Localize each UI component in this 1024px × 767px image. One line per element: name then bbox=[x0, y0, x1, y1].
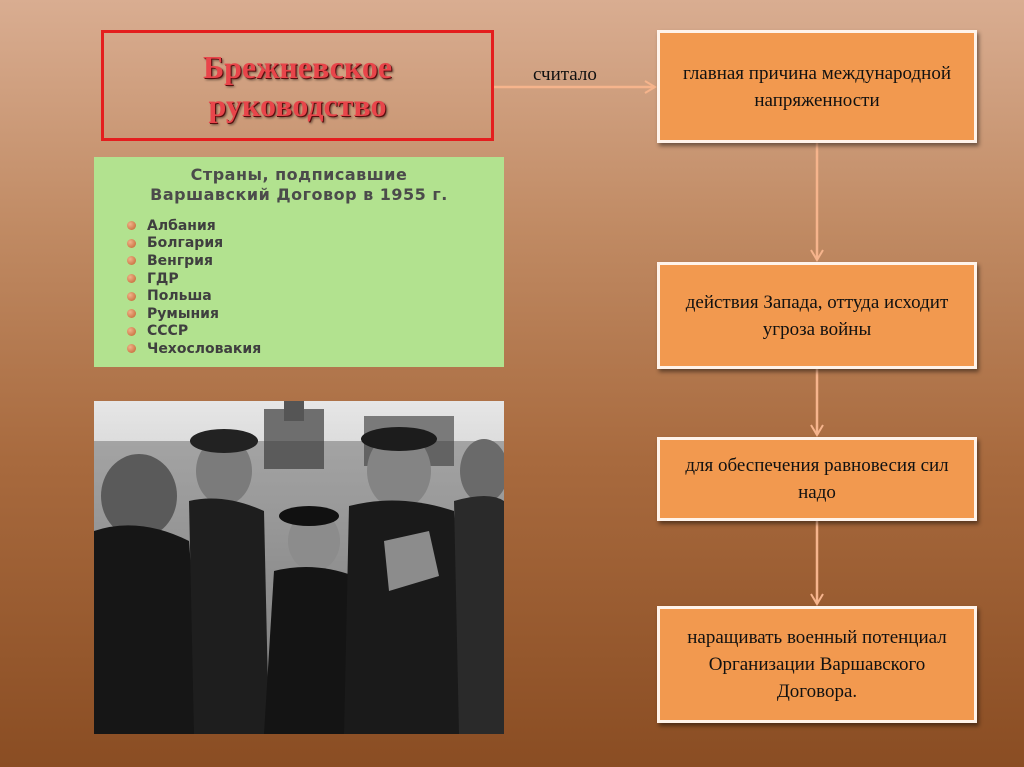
flow-box-4-text: наращивать военный потенциал Организации Варшавского Договора. bbox=[687, 627, 947, 702]
photo-icon bbox=[94, 401, 504, 734]
flow-box-4 bbox=[657, 606, 977, 723]
bullet-icon bbox=[127, 292, 136, 301]
panel-heading-line-1: Страны, подписавшие bbox=[190, 165, 408, 184]
flow-box-2-text: действия Запада, оттуда исходит угроза войны bbox=[685, 291, 949, 340]
country-name: Чехословакия bbox=[147, 340, 262, 357]
country-item bbox=[127, 305, 261, 323]
bullet-icon bbox=[127, 344, 136, 353]
country-name: Албания bbox=[147, 217, 216, 234]
warsaw-pact-panel bbox=[94, 157, 504, 367]
flow-box-3-text: для обеспечения равновесия сил надо bbox=[685, 455, 949, 503]
bullet-icon bbox=[127, 239, 136, 248]
connector-label: считало bbox=[533, 64, 597, 85]
title-box bbox=[101, 30, 494, 141]
country-item bbox=[127, 217, 261, 235]
country-name: Болгария bbox=[147, 235, 224, 252]
flow-box-2 bbox=[657, 262, 977, 369]
country-list bbox=[127, 217, 261, 358]
bullet-icon bbox=[127, 274, 136, 283]
title-text bbox=[203, 48, 392, 124]
country-item bbox=[127, 323, 261, 341]
country-item bbox=[127, 287, 261, 305]
country-item bbox=[127, 340, 261, 358]
title-line-1: Брежневское bbox=[202, 48, 393, 85]
country-name: СССР bbox=[147, 323, 189, 340]
bullet-icon bbox=[127, 221, 136, 230]
bullet-icon bbox=[127, 327, 136, 336]
title-line-2: руководство bbox=[208, 86, 387, 123]
country-name: ГДР bbox=[147, 270, 179, 287]
country-name: Польша bbox=[147, 288, 212, 305]
country-name: Румыния bbox=[147, 305, 219, 322]
bullet-icon bbox=[127, 309, 136, 318]
bullet-icon bbox=[127, 256, 136, 265]
panel-heading bbox=[94, 165, 504, 205]
flow-box-1-text: главная причина международной напряженности bbox=[682, 62, 952, 111]
country-item bbox=[127, 235, 261, 253]
country-item bbox=[127, 252, 261, 270]
flow-box-1 bbox=[657, 30, 977, 143]
country-name: Венгрия bbox=[147, 252, 213, 269]
panel-heading-line-2: Варшавский Договор в 1955 г. bbox=[150, 185, 448, 204]
flow-box-3 bbox=[657, 437, 977, 521]
country-item bbox=[127, 270, 261, 288]
military-leaders-photo bbox=[94, 401, 504, 734]
